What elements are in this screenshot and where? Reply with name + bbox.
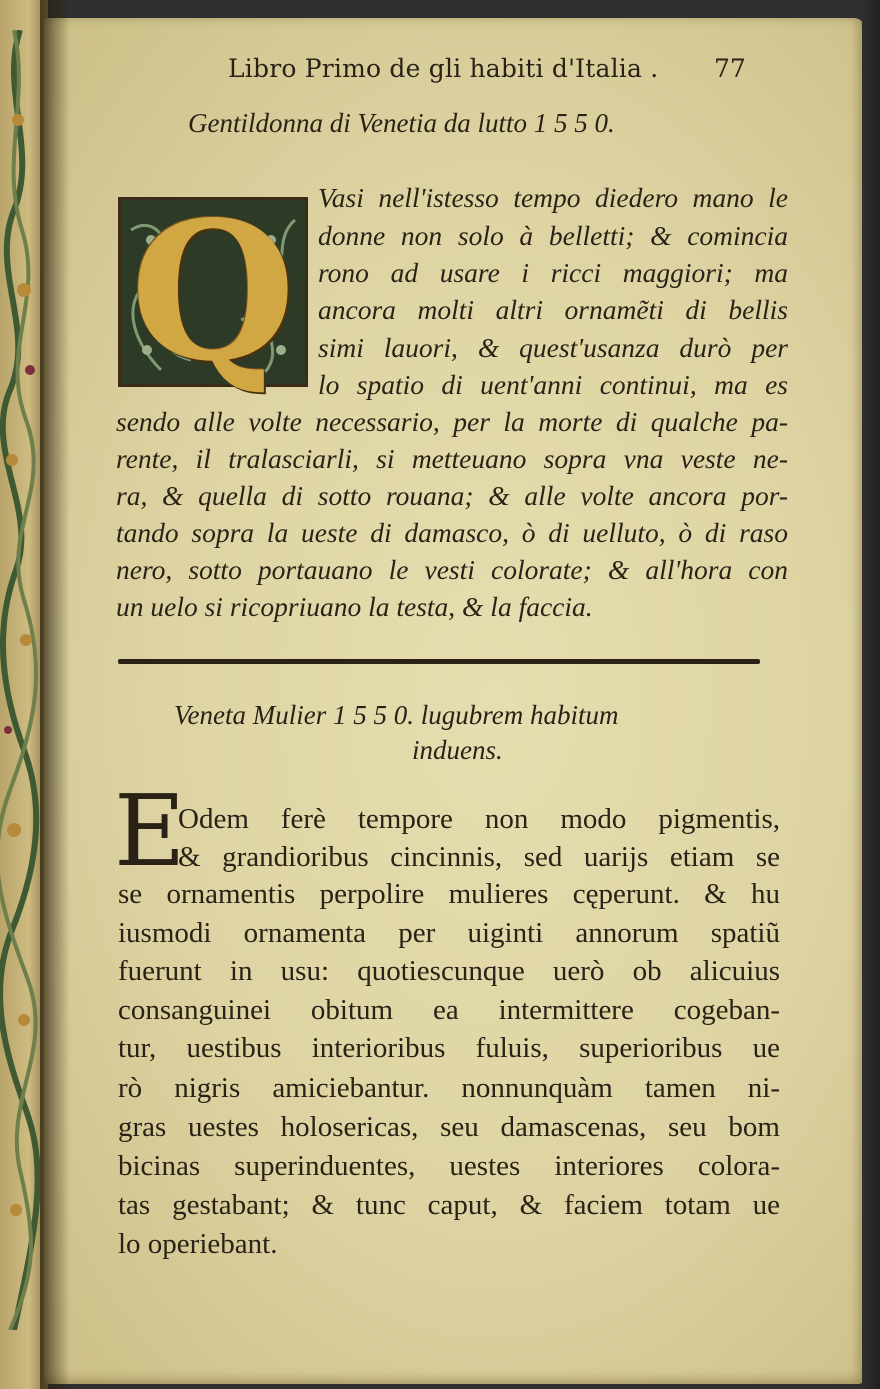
latin-line: gras uestes holosericas, seu damascenas, seu bom [118,1111,780,1143]
decorated-initial-q [118,180,308,403]
initial-letter-q: Q [130,180,296,403]
floral-border-ornament [0,30,40,1330]
italian-line: rente, il tralasciarli, si metteuano sopra vna veste ne- [116,443,788,474]
italian-line: tando sopra la ueste di damasco, ò di uelluto, ò di raso [116,517,788,548]
italian-section-title: Gentildonna di Venetia da lutto 1 5 5 0. [188,108,615,138]
running-head: Libro Primo de gli habiti d'Italia . [228,54,659,83]
italian-line: ancora molti altri ornamẽti di bellis [318,294,788,325]
latin-line: Odem ferè tempore non modo pigmentis, [178,803,780,835]
latin-line: rò nigris amiciebantur. nonnunquàm tamen ni- [118,1072,780,1104]
latin-line: bicinas superinduentes, uestes interiores colora- [118,1150,780,1182]
latin-section-title: Veneta Mulier 1 5 5 0. lugubrem habitum [174,700,619,730]
latin-line: tur, uestibus interioribus fuluis, superioribus ue [118,1032,780,1064]
latin-line: fuerunt in usu: quotiescunque uerò ob alicuius [118,955,780,987]
page-number: 77 [714,54,746,83]
latin-section-title-continued: induens. [412,735,503,765]
page-edge-shadow [862,0,880,1389]
italian-line: rono ad usare i ricci maggiori; ma [318,257,788,288]
latin-line: consanguinei obitum ea intermittere cogeban- [118,994,780,1026]
latin-line: & grandioribus cincinnis, sed uarijs etiam se [178,841,780,873]
latin-line: tas gestabant; & tunc caput, & faciem totam ue [118,1189,780,1221]
latin-line: iusmodi ornamenta per uiginti annorum spatiũ [118,917,780,949]
latin-line: se ornamentis perpolire mulieres cęperunt. & hu [118,878,780,910]
italian-line: donne non solo à belletti; & comincia [318,220,788,251]
italian-line: nero, sotto portauano le vesti colorate; & all'hora con [116,554,788,585]
italian-line: ra, & quella di sotto rouana; & alle volte ancora por- [116,480,788,511]
section-divider-rule [118,659,760,664]
italian-line: Vasi nell'istesso tempo diedero mano le [318,182,788,213]
page-gutter-shadow [40,0,70,1389]
initial-letter-e: E [114,775,186,889]
italian-line: lo spatio di uent'anni continui, ma es [318,369,788,400]
italian-line: sendo alle volte necessario, per la morte di qualche pa- [116,406,788,437]
italian-line: simi lauori, & quest'usanza durò per [318,332,788,363]
italian-line: un uelo si ricopriuano la testa, & la faccia. [116,591,593,622]
latin-line: lo operiebant. [118,1228,278,1260]
